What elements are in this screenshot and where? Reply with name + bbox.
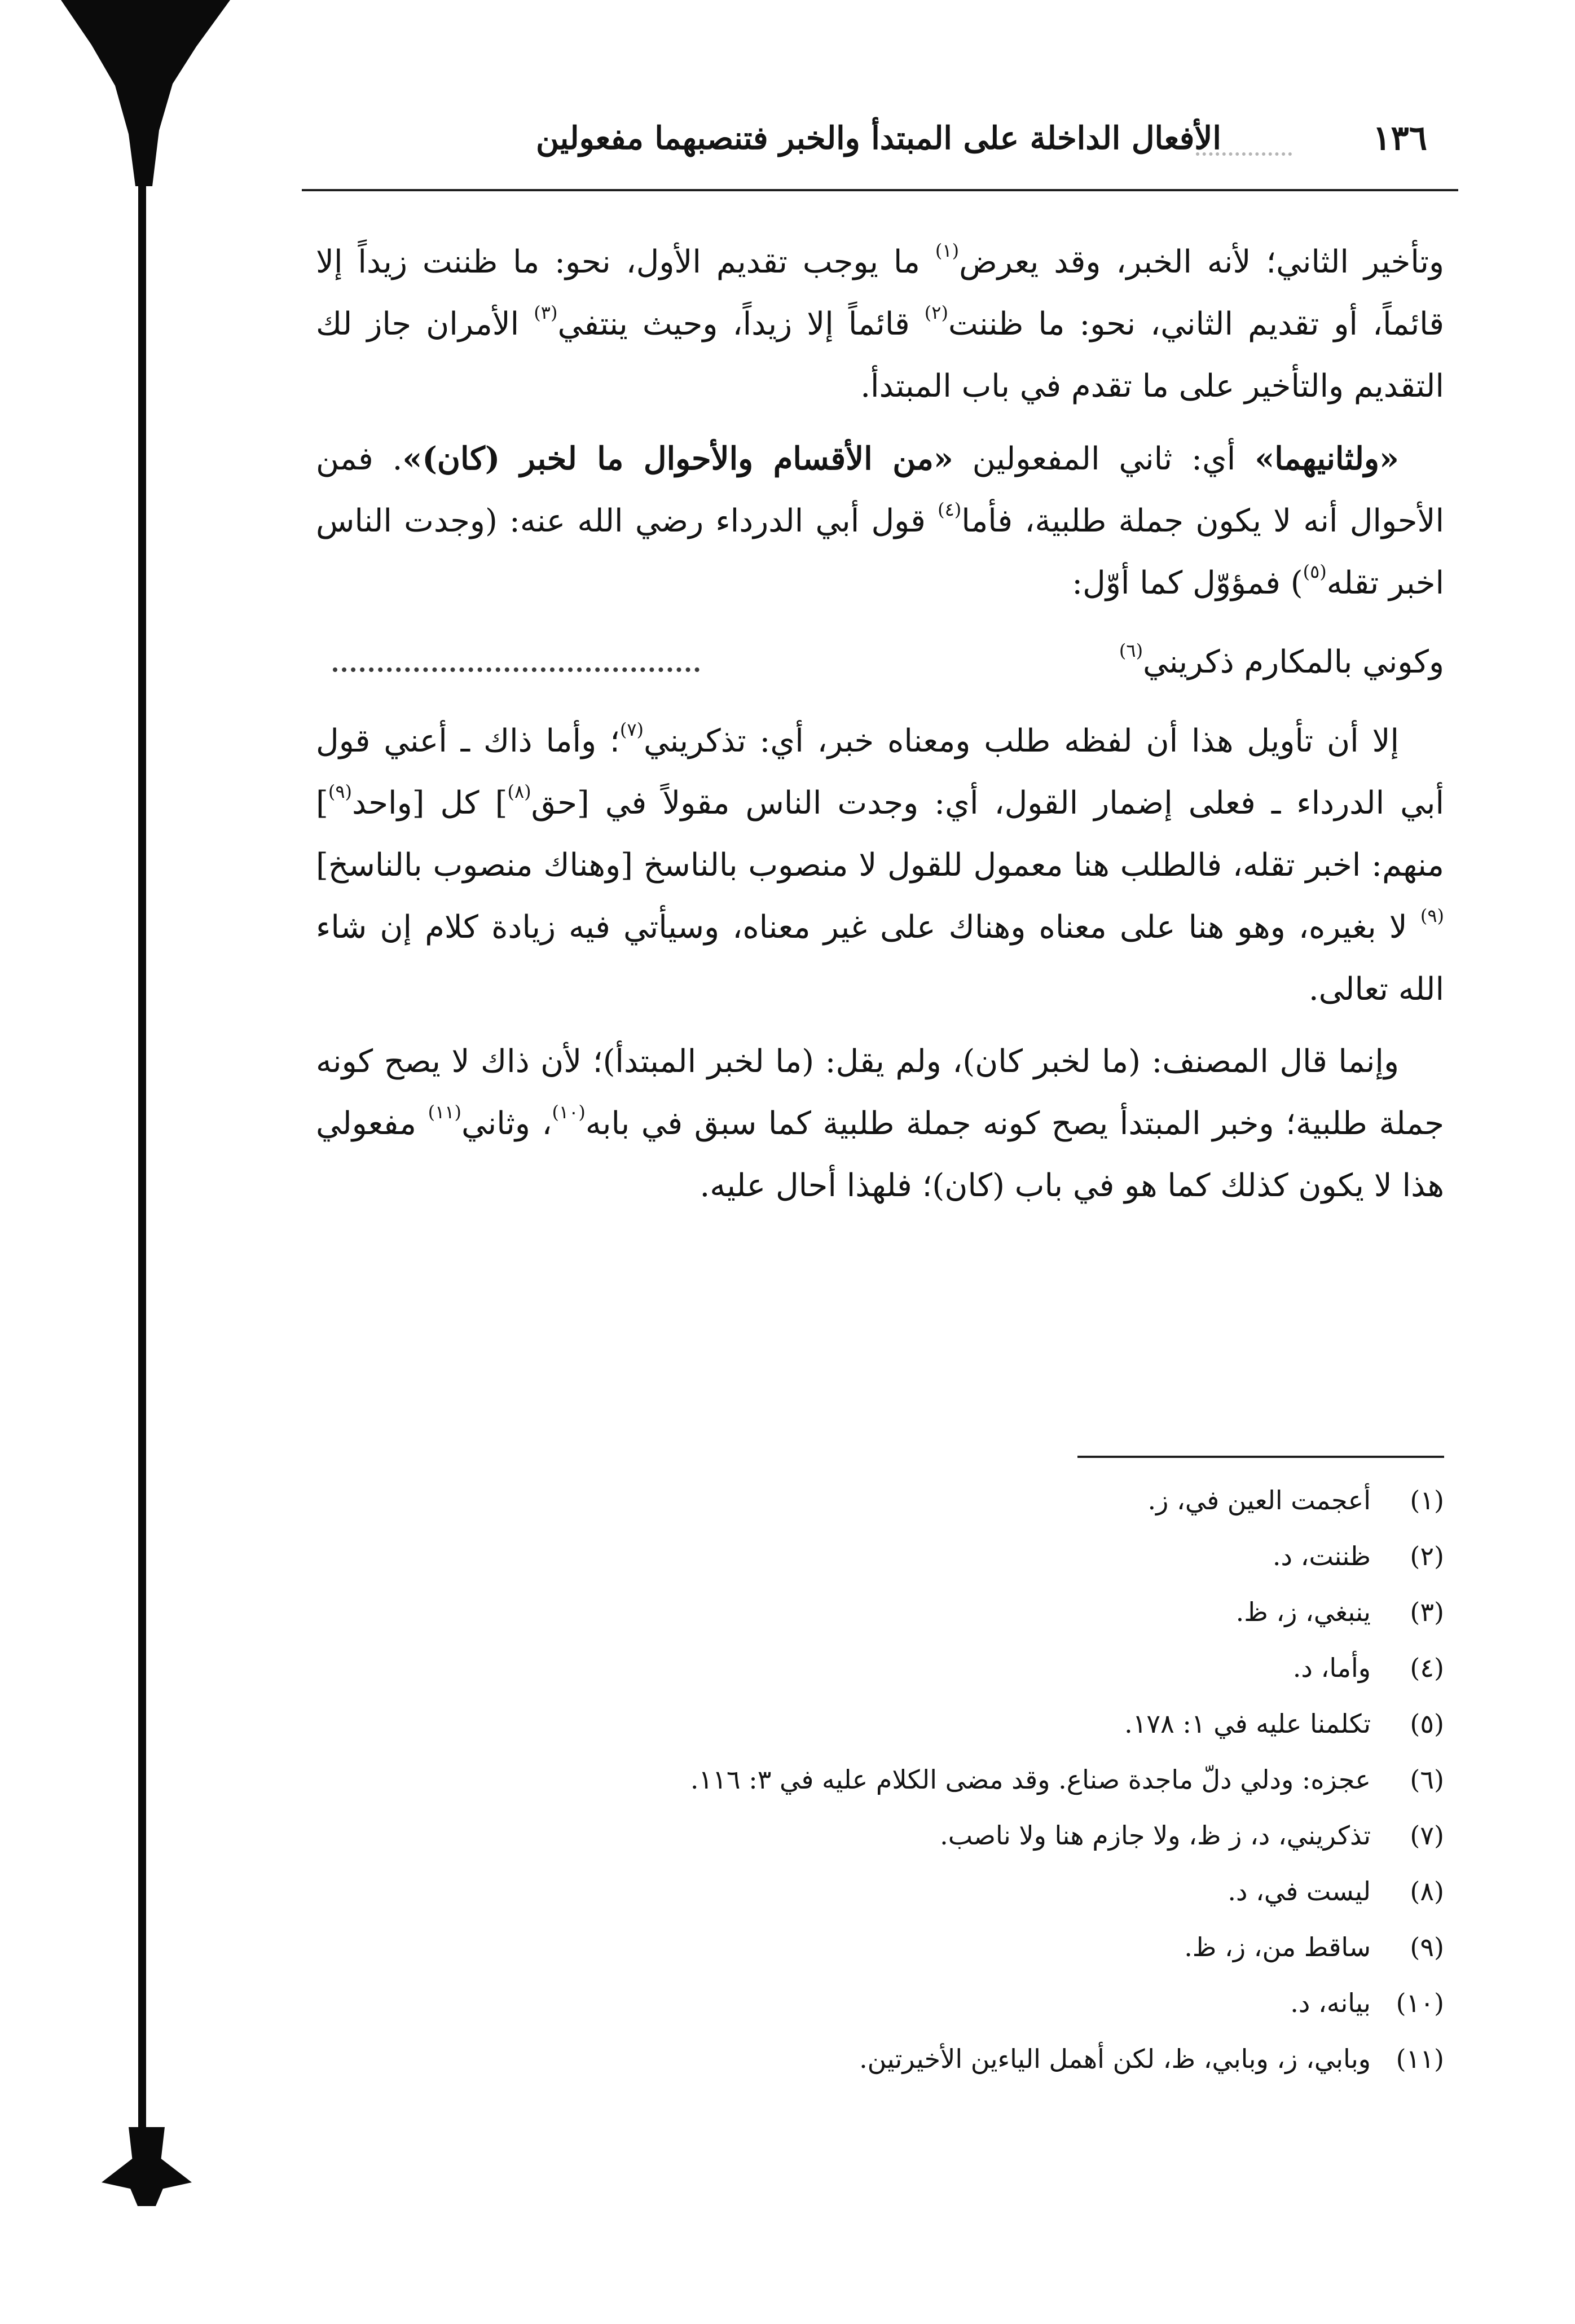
text-run: مفعولي هذا لا يكون كذلك كما هو في باب (كان)؛ فلهذا أحال عليه. [316,1105,1444,1204]
verse-ellipsis-dots [333,667,699,672]
footnote-ref: (٦) [1119,640,1143,661]
text-run: وتأخير الثاني؛ لأنه الخبر، وقد يعرض [959,244,1445,280]
text-run: قول أبي الدرداء رضي الله عنه: (وجدت الناس اخبر تقله [316,503,1444,601]
text-run: إلا أن تأويل هذا أن لفظه طلب ومعناه خبر، أي: تذكريني [643,723,1399,759]
footnote-number: (٥) [1410,1708,1444,1739]
footnote-text: ليست في، د. [1228,1876,1371,1906]
footnote-ref: (١١) [428,1101,461,1123]
footnote-number: (١١) [1396,2044,1444,2074]
verse-hemistich [1119,631,1444,693]
paragraph-4 [316,1031,1444,1217]
footnote-ref: (٥) [1303,561,1327,582]
footnote [316,1696,1444,1752]
footnote [316,1975,1444,2031]
footnote-ref: (٨) [507,781,531,802]
header-rule [302,189,1458,191]
paragraph-2 [316,428,1444,614]
footnote [316,1808,1444,1864]
footnote-ref: (٩) [328,781,353,802]
text-run: . فمن الأحوال أنه لا يكون جملة طلبية، فأما [316,441,1444,539]
chapter-title: الأفعال الداخلة على المبتدأ والخبر فتنصبهما مفعولين [536,120,1221,157]
footnote-ref: (٣) [534,302,558,323]
footnote-number: (٩) [1410,1932,1444,1962]
footnote-number: (٣) [1410,1597,1444,1627]
footnote [316,2031,1444,2087]
verse-text: وكوني بالمكارم ذكريني [1143,644,1444,680]
footnotes-list [316,1473,1444,2087]
footnote-ref: (٢) [924,302,948,323]
footnote-text: تذكريني، د، ز ظ، ولا جازم هنا ولا ناصب. [940,1820,1371,1851]
footnote-number: (١٠) [1396,1988,1444,2018]
footnote [316,1473,1444,1528]
footnote [316,1752,1444,1808]
text-run: ] كل [واحد [352,785,508,821]
footnote-number: (٤) [1410,1653,1444,1683]
text-run: أي: ثاني المفعولين [953,441,1255,477]
text-run: وإنما قال المصنف: (ما لخبر كان)، ولم يقل: (ما لخبر المبتدأ)؛ لأن ذاك لا يصح كونه جملة طلبية؛ وخبر المبتدأ يصح كونه جملة طلبية كما سبق في بابه [316,1043,1445,1142]
footnote-ref: (١٠) [552,1101,586,1123]
text-run: الأمران جاز لك التقديم والتأخير على ما تقدم في باب المبتدأ. [316,306,1444,405]
text-run: لا بغيره، وهو هنا على معناه وهناك على غير معناه، وسيأتي فيه زيادة كلام إن شاء الله تعالى. [316,909,1444,1008]
footnote-ref: (٧) [619,719,644,740]
footnote [316,1919,1444,1975]
footnote-text: وبابي، ز، وبابي، ظ، لكن أهمل الياءين الأخيرتين. [859,2044,1371,2074]
binding-edge [138,0,146,2200]
footnote [316,1528,1444,1584]
footnote-number: (١) [1410,1485,1444,1515]
text-run: ) فمؤوّل كما أوّل: [1072,565,1303,601]
footnote [316,1864,1444,1919]
footnote-ref: (٩) [1420,905,1444,926]
footnote-separator [1077,1456,1444,1458]
footnote-text: أعجمت العين في، ز. [1147,1485,1371,1515]
matn-keyword: «ولثانيهما» [1255,440,1399,477]
text-run: ] منهم: اخبر تقله، فالطلب هنا معمول للقول لا منصوب بالناسخ [وهناك منصوب بالناسخ] [316,785,1444,884]
footnote-text: ينبغي، ز، ظ. [1235,1597,1371,1627]
footnote-text: تكلمنا عليه في ١: ١٧٨. [1124,1708,1371,1739]
running-head [316,113,1444,175]
text-run: قائماً إلا زيداً، وحيث ينتفي [557,306,925,342]
footnote-text: ظننت، د. [1272,1541,1371,1571]
paragraph-1 [316,231,1444,418]
text-run: ما يوجب تقديم الأول، نحو: ما ظننت زيداً إلا قائماً، أو تقديم الثاني، نحو: ما ظننت [316,244,1444,342]
text-run: ، وثاني [461,1105,552,1142]
footnote-text: وأما، د. [1292,1653,1371,1683]
footnote-text: بيانه، د. [1290,1988,1371,2018]
footnote-number: (٢) [1410,1541,1444,1571]
footnote-ref: (٤) [938,499,962,520]
text-run: ؛ وأما ذاك ـ أعني قول أبي الدرداء ـ فعلى إضمار القول، أي: وجدت الناس مقولاً في [حق [316,723,1444,821]
body-text [316,231,1444,1217]
footnote-number: (٧) [1410,1820,1444,1851]
footnote-ref: (١) [935,240,960,261]
page-number: ١٣٦ [1372,118,1427,158]
footnote-text: ساقط من، ز، ظ. [1184,1932,1371,1962]
binding-shadow-bottom [102,2127,192,2206]
book-page [316,96,1444,2240]
matn-keyword: «من الأقسام والأحوال ما لخبر (كان)» [402,440,953,477]
poetry-verse [316,631,1444,693]
footnote-number: (٨) [1410,1876,1444,1906]
footnote [316,1640,1444,1696]
paragraph-3 [316,710,1444,1021]
footnote [316,1584,1444,1640]
footnote-text: عجزه: ودلي دلّ ماجدة صناع. وقد مضى الكلام عليه في ٣: ١١٦. [690,1764,1371,1795]
footnote-number: (٦) [1410,1764,1444,1795]
